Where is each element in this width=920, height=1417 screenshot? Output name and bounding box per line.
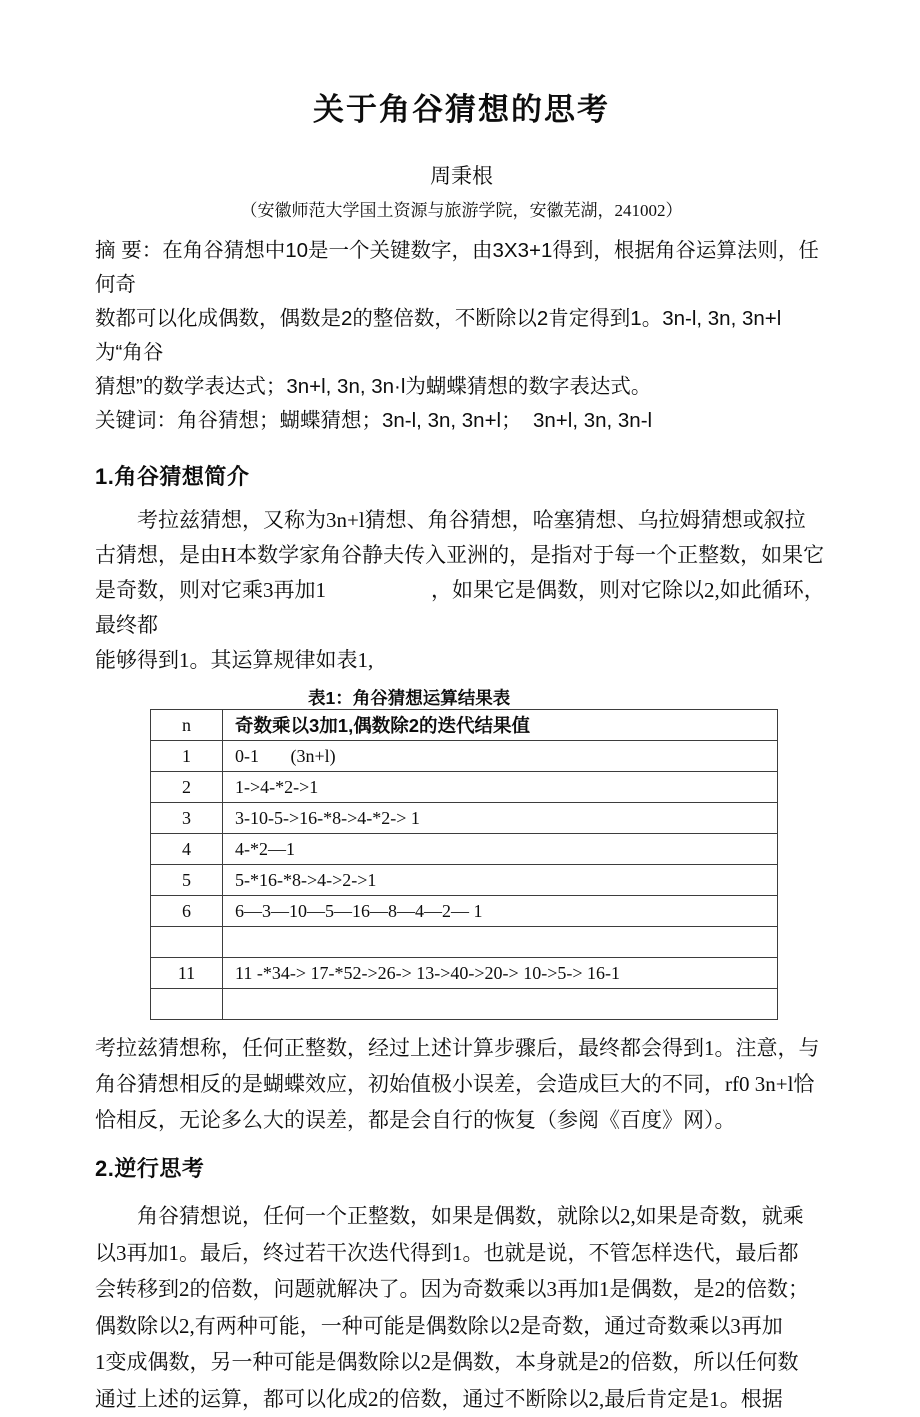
- paper-title: 关于角谷猜想的思考: [95, 90, 828, 130]
- cell-n: 11: [151, 958, 223, 989]
- paragraph-line: 能够得到1。其运算规律如表1,: [95, 643, 828, 678]
- paragraph-line: 通过上述的运算，都可以化成2的倍数，通过不断除以2,最后肯定是1。根据: [95, 1381, 828, 1417]
- cell-sequence: 5-*16-*8->4->2->1: [223, 865, 778, 896]
- table-row: [151, 741, 778, 772]
- header-cell-n: n: [151, 710, 223, 741]
- cell-n: 2: [151, 772, 223, 803]
- cell-sequence: 0-1 (3n+l): [223, 741, 778, 772]
- cell-n: 5: [151, 865, 223, 896]
- table-row: [151, 834, 778, 865]
- cell-n: 3: [151, 803, 223, 834]
- paragraph-line: 会转移到2的倍数，问题就解决了。因为奇数乘以3再加1是偶数，是2的倍数；: [95, 1271, 828, 1308]
- table-row: [151, 896, 778, 927]
- section-2-heading: 2.逆行思考: [95, 1154, 828, 1184]
- paragraph-line: 偶数除以2,有两种可能，一种可能是偶数除以2是奇数，通过奇数乘以3再加: [95, 1308, 828, 1345]
- cell-sequence: [223, 989, 778, 1020]
- cell-sequence: 1->4-*2->1: [223, 772, 778, 803]
- paragraph-line: 考拉兹猜想称，任何正整数，经过上述计算步骤后，最终都会得到1。注意，与: [95, 1030, 828, 1066]
- paper-author: 周秉根: [95, 162, 828, 190]
- cell-sequence: [223, 927, 778, 958]
- paragraph-line: 考拉兹猜想，又称为3n+l猜想、角谷猜想，哈塞猜想、乌拉姆猜想或叙拉: [95, 503, 828, 538]
- table-row: [151, 865, 778, 896]
- paragraph-line: 角谷猜想说，任何一个正整数，如果是偶数，就除以2,如果是奇数，就乘: [95, 1198, 828, 1235]
- abstract-line-2: 数都可以化成偶数，偶数是2的整倍数，不断除以2肯定得到1。3n-l, 3n, 3n+l为“角谷: [95, 302, 828, 370]
- table-caption: 表1：角谷猜想运算结果表: [308, 687, 828, 709]
- paragraph-line: 是奇数，则对它乘3再加1 ，如果它是偶数，则对它除以2,如此循环，最终都: [95, 573, 828, 643]
- paragraph-line: 恰相反，无论多么大的误差，都是会自行的恢复（参阅《百度》网）。: [95, 1102, 828, 1138]
- cell-sequence: 6—3—10—5—16—8—4—2— 1: [223, 896, 778, 927]
- page-content: [95, 0, 828, 1417]
- cell-sequence: 4-*2—1: [223, 834, 778, 865]
- table-row-empty: [151, 989, 778, 1020]
- cell-sequence: 11 -*34-> 17-*52->26-> 13->40->20-> 10->5-> 16-1: [223, 958, 778, 989]
- cell-n: 1: [151, 741, 223, 772]
- after-table-paragraph: [95, 1030, 828, 1138]
- paragraph-line: 古猜想，是由H本数学家角谷静夫传入亚洲的，是指对于每一个正整数，如果它: [95, 538, 828, 573]
- abstract-line-1: 摘 要：在角谷猜想中10是一个关键数字，由3X3+1得到，根据角谷运算法则，任何奇: [95, 234, 828, 302]
- section-1-heading: 1.角谷猜想简介: [95, 463, 828, 491]
- abstract-line-3: 猜想”的数学表达式；3n+l, 3n, 3n·l为蝴蝶猜想的数字表达式。: [95, 370, 828, 404]
- table-header-row: [151, 710, 778, 741]
- table-row: [151, 772, 778, 803]
- table-row-empty: [151, 927, 778, 958]
- table-row: [151, 803, 778, 834]
- paragraph-line: 以3再加1。最后，终过若干次迭代得到1。也就是说，不管怎样迭代，最后都: [95, 1235, 828, 1272]
- header-cell-sequence: 奇数乘以3加1,偶数除2的迭代结果值: [223, 710, 778, 741]
- cell-n: 6: [151, 896, 223, 927]
- paragraph-line: 角谷猜想相反的是蝴蝶效应，初始值极小误差，会造成巨大的不同，rf0 3n+l恰: [95, 1066, 828, 1102]
- cell-n: [151, 927, 223, 958]
- paragraph-line: 1变成偶数，另一种可能是偶数除以2是偶数，本身就是2的倍数，所以任何数: [95, 1344, 828, 1381]
- table-row: [151, 958, 778, 989]
- cell-n: 4: [151, 834, 223, 865]
- paper-affiliation: （安徽师范大学国土资源与旅游学院，安徽芜湖，241002）: [95, 200, 828, 222]
- keywords-line: 关键词：角谷猜想；蝴蝶猜想；3n-l, 3n, 3n+l； 3n+l, 3n, 3n-l: [95, 404, 828, 438]
- section-2-paragraph: [95, 1198, 828, 1417]
- cell-n: [151, 989, 223, 1020]
- cell-sequence: 3-10-5->16-*8->4-*2-> 1: [223, 803, 778, 834]
- collatz-results-table: [150, 709, 778, 1020]
- section-1-paragraph: [95, 503, 828, 678]
- abstract-block: [95, 234, 828, 438]
